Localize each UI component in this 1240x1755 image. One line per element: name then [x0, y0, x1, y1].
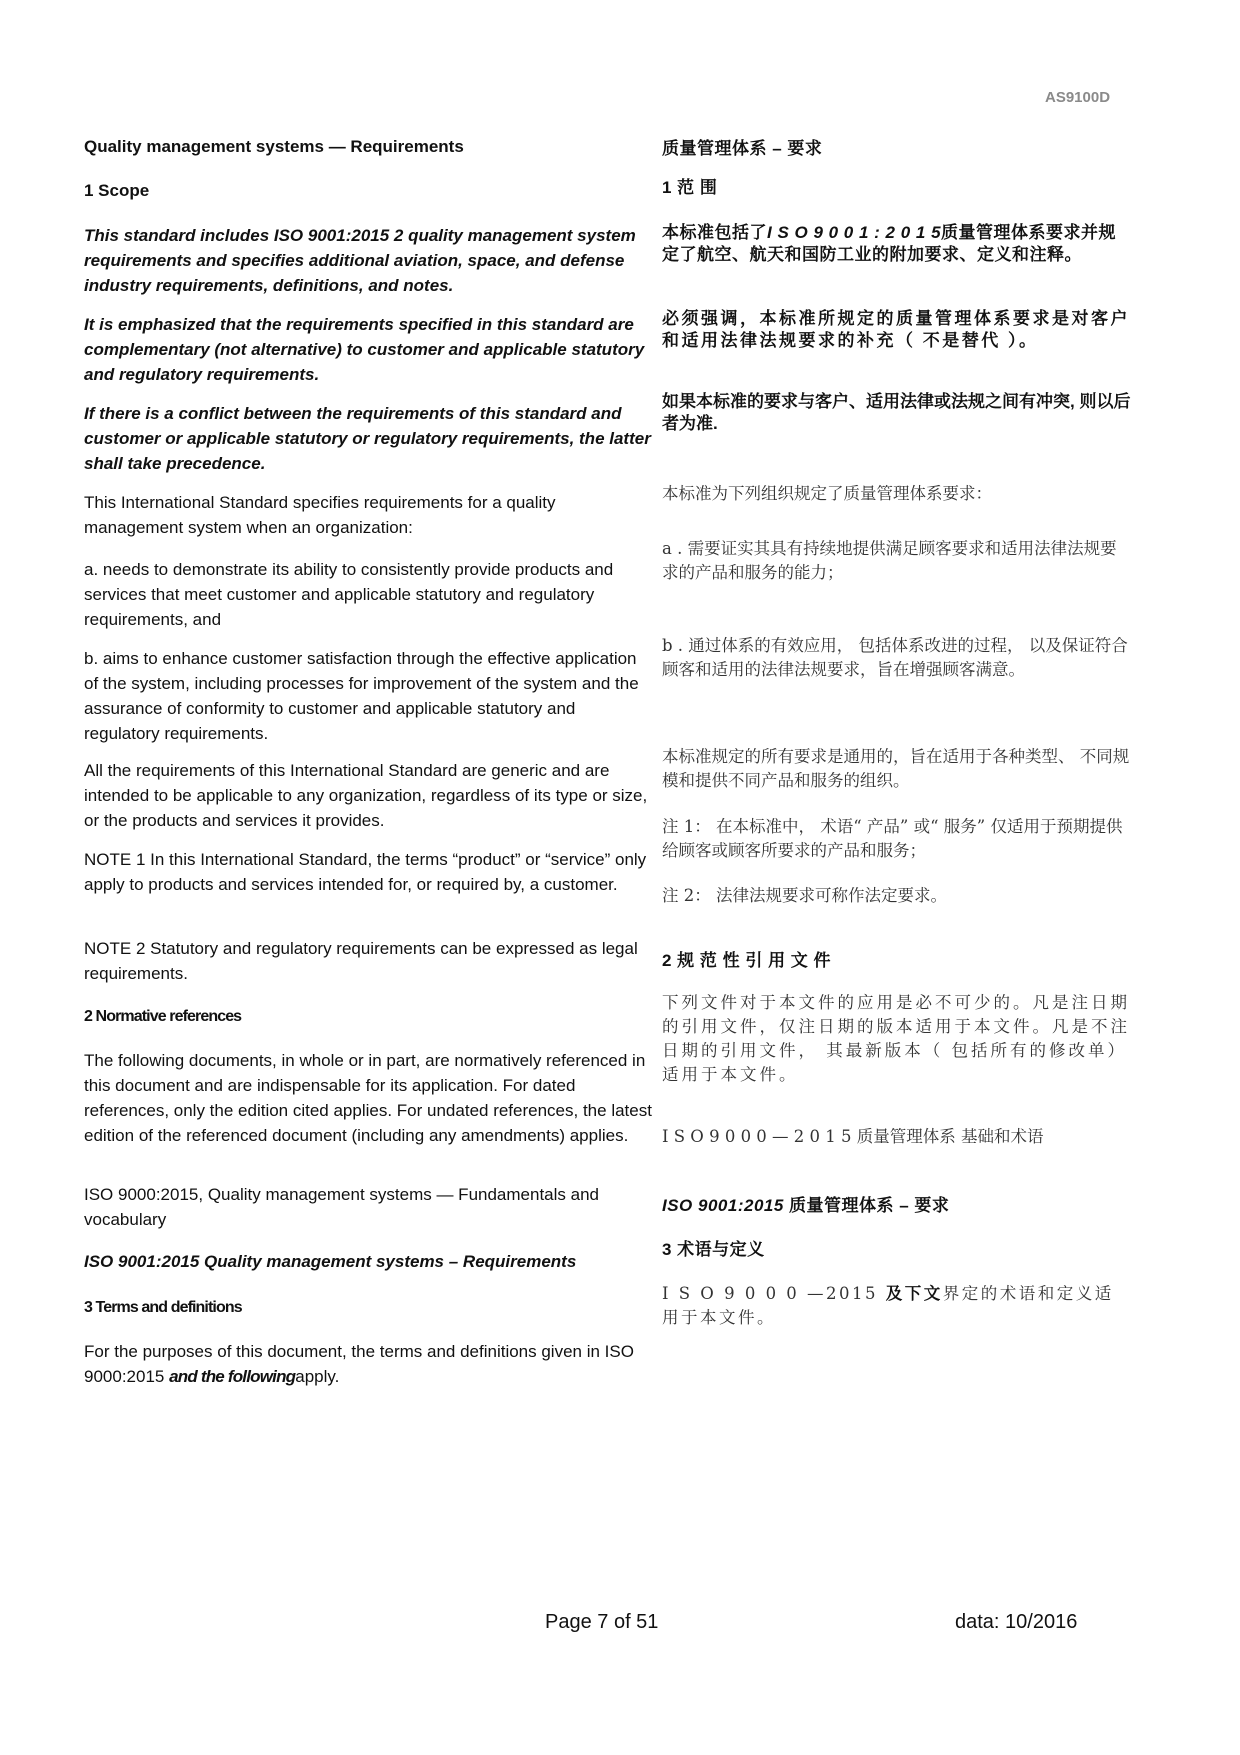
english-scope-heading: 1 Scope	[84, 181, 150, 200]
chinese-scope-paragraph-3: 如果本标准的要求与客户、适用法律或法规之间有冲突, 则以后者为准.	[662, 392, 1131, 433]
page-number: Page 7 of 51	[545, 1611, 659, 1633]
english-terms-text-end: apply.	[295, 1367, 340, 1386]
chinese-reference-1: I S O 9 0 0 0 — 2 0 1 5 质量管理体系 基础和术语	[662, 1127, 1044, 1146]
english-terms-text-emphasis: and the following	[169, 1367, 296, 1386]
chinese-scope-p1-end: 质量管理体系要求并规定了航空、航天和国防工业的附加要求、定义和注释。	[662, 223, 1117, 264]
english-scope-paragraph-3: If there is a conflict between the requirements of this standard and customer or applicable statutory or regulatory requirements, the latter shall take precedence.	[84, 404, 651, 473]
chinese-reference-2-iso: ISO 9001:2015	[662, 1196, 784, 1215]
chinese-generic-requirements: 本标准规定的所有要求是通用的，旨在适用于各种类型、 不同规模和提供不同产品和服务的组织。	[662, 747, 1130, 790]
english-reference-2: ISO 9001:2015 Quality management systems – Requirements	[84, 1252, 577, 1271]
chinese-terms-text-start: I S O 9 0 0 0 —2015	[662, 1284, 886, 1303]
english-item-a: a. needs to demonstrate its ability to consistently provide products and services that meet customer and applicable statutory and regulatory requirements, and	[84, 560, 614, 629]
chinese-scope-paragraph-1	[662, 222, 1132, 266]
english-generic-requirements: All the requirements of this International Standard are generic and are intended to be applicable to any organization, regardless of its type or size, or the products and services it provides.	[84, 761, 648, 830]
english-note-2: NOTE 2 Statutory and regulatory requirements can be expressed as legal requirements.	[84, 939, 638, 983]
english-terms-text-start: For the purposes of this document, the terms and definitions given in ISO 9000:2015	[84, 1342, 634, 1386]
english-reference-1: ISO 9000:2015, Quality management systems — Fundamentals and vocabulary	[84, 1185, 599, 1229]
chinese-note-1: 注 1： 在本标准中， 术语“ 产品” 或“ 服务” 仅适用于预期提供给顾客或顾客所要求的产品和服务；	[662, 817, 1123, 860]
chinese-scope-heading: 1 范 围	[662, 178, 718, 197]
chinese-reference-2	[662, 1193, 1132, 1218]
english-note-1: NOTE 1 In this International Standard, the terms “product” or “service” only apply to products and services intended for, or required by, a customer.	[84, 850, 647, 894]
chinese-item-b: b . 通过体系的有效应用， 包括体系改进的过程， 以及保证符合顾客和适用的法律法规要求，旨在增强顾客满意。	[662, 636, 1128, 679]
chinese-terms-text-emphasis: 及下文	[885, 1284, 943, 1303]
english-title: Quality management systems — Requirements	[84, 137, 464, 156]
chinese-normative-heading: 2 规 范 性 引 用 文 件	[662, 951, 832, 970]
chinese-scope-paragraph-2: 必须强调，本标准所规定的质量管理体系要求是对客户和适用法律法规要求的补充（ 不是替代 ）。	[662, 309, 1130, 350]
chinese-note-2: 注 2： 法律法规要求可称作法定要求。	[662, 886, 947, 905]
chinese-intro: 本标准为下列组织规定了质量管理体系要求：	[662, 484, 992, 503]
english-terms-heading: 3 Terms and definitions	[84, 1299, 242, 1316]
document-code: AS9100D	[1045, 89, 1111, 106]
chinese-item-a: a . 需要证实其具有持续地提供满足顾客要求和适用法律法规要求的产品和服务的能力；	[662, 539, 1117, 582]
chinese-title: 质量管理体系 – 要求	[662, 139, 823, 158]
chinese-terms-paragraph	[662, 1282, 1132, 1330]
chinese-reference-2-rest: 质量管理体系 – 要求	[783, 1196, 950, 1215]
chinese-terms-heading: 3 术语与定义	[662, 1240, 765, 1259]
english-scope-paragraph-2: It is emphasized that the requirements specified in this standard are complementary (not alternative) to customer and applicable statutory and regulatory requirements.	[84, 315, 645, 384]
english-intro: This International Standard specifies requirements for a quality management system when an organization:	[84, 493, 556, 537]
english-terms-paragraph	[84, 1339, 654, 1389]
english-item-b: b. aims to enhance customer satisfaction through the effective application of the system, including processes for improvement of the system and the assurance of conformity to customer and applicable statutory and regulatory requirements.	[84, 649, 639, 743]
english-scope-paragraph-1: This standard includes ISO 9001:2015 2 quality management system requirements and specifies additional aviation, space, and defense industry requirements, definitions, and notes.	[84, 226, 636, 295]
english-normative-paragraph: The following documents, in whole or in part, are normatively referenced in this document and are indispensable for its application. For dated references, only the edition cited applies. For undated references, the latest edition of the referenced document (including any amendments) applies.	[84, 1051, 652, 1145]
chinese-terms-text-end: 界定的术语和定义适用于本文件。	[662, 1284, 1114, 1327]
chinese-scope-p1-iso: I S O 9 0 0 1 : 2 0 1 5	[767, 223, 942, 242]
english-normative-heading: 2 Normative references	[84, 1008, 242, 1025]
document-date: data: 10/2016	[955, 1611, 1078, 1633]
chinese-scope-p1-start: 本标准包括了	[662, 223, 767, 242]
chinese-normative-paragraph: 下列文件对于本文件的应用是必不可少的。凡是注日期的引用文件，仅注日期的版本适用于本文件。凡是不注日期的引用文件， 其最新版本（ 包括所有的修改单） 适用于本文件。	[662, 993, 1130, 1084]
